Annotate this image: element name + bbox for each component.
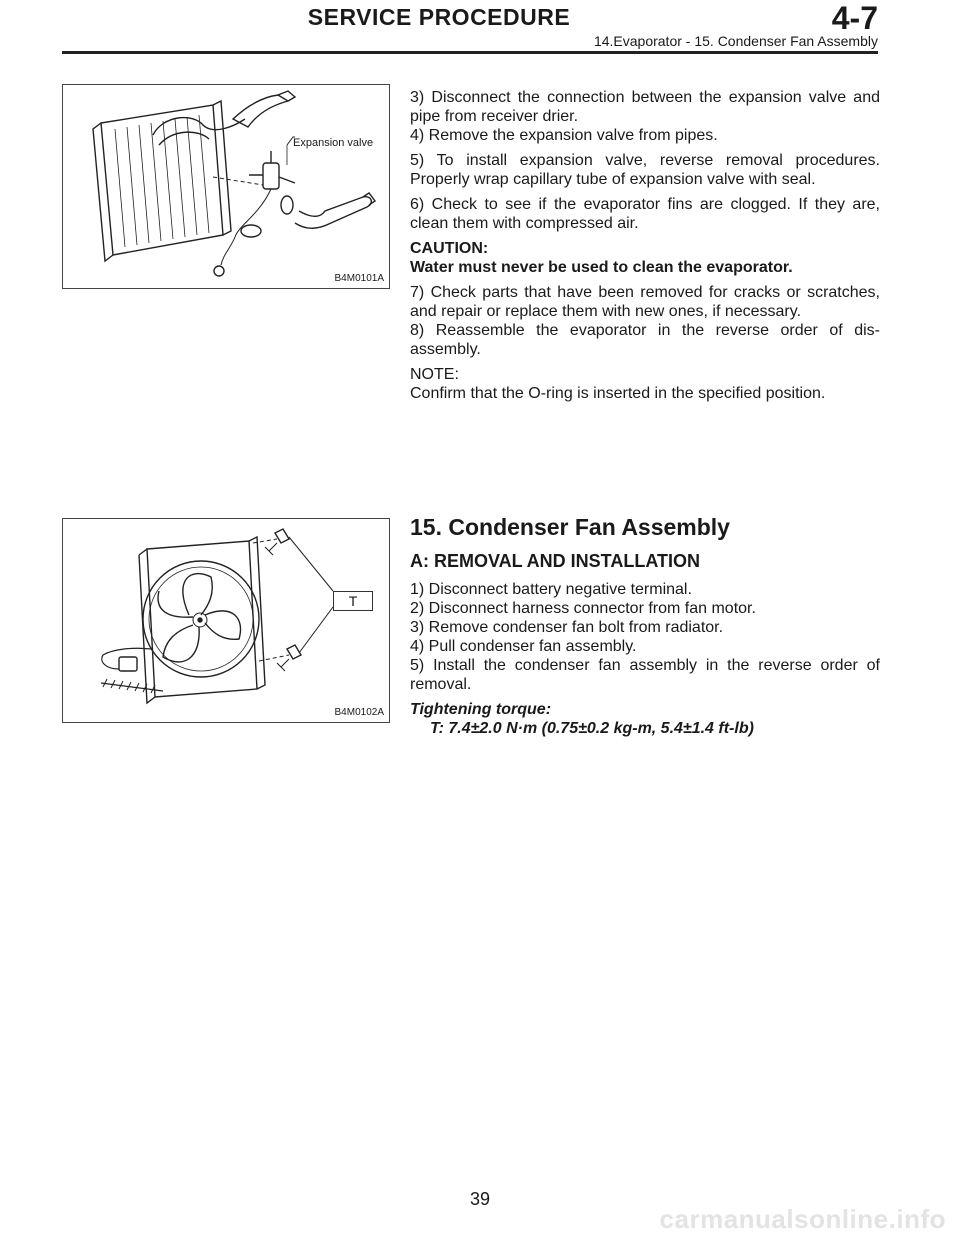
evaporator-illustration xyxy=(63,85,389,288)
header-subtitle: 14.Evaporator - 15. Condenser Fan Assembly xyxy=(593,33,878,49)
step-4: 4) Remove the expansion valve from pipes. xyxy=(410,127,718,144)
figure-evaporator xyxy=(62,84,390,289)
note-text: Confirm that the O-ring is inserted in the specified position. xyxy=(410,385,826,402)
step-8: 8) Reassemble the evaporator in the reverse order of dis-assembly. xyxy=(410,322,880,358)
caution-label: CAUTION: xyxy=(410,240,489,257)
step-4: 4) Pull condenser fan assembly. xyxy=(410,638,637,655)
figure-code: B4M0102A xyxy=(334,707,384,718)
expansion-valve-callout: Expansion valve xyxy=(293,137,374,149)
figure-condenser-fan xyxy=(62,518,390,723)
torque-value: T: 7.4±2.0 N·m (0.75±0.2 kg-m, 5.4±1.4 ft-lb) xyxy=(430,720,754,737)
header-title: SERVICE PROCEDURE xyxy=(307,4,571,30)
section-subtitle: A: REMOVAL AND INSTALLATION xyxy=(410,551,700,571)
caution-text: Water must never be used to clean the evaporator. xyxy=(410,259,793,276)
step-5: 5) To install expansion valve, reverse removal procedures. Properly wrap capillary tube of expansion valve with seal. xyxy=(410,152,880,188)
step-7: 7) Check parts that have been removed for cracks or scratches, and repair or replace them with new ones, if necessary. xyxy=(410,284,880,320)
torque-label: Tightening torque: xyxy=(410,701,552,718)
step-3: 3) Remove condenser fan bolt from radiator. xyxy=(410,619,724,636)
watermark: carmanualsonline.info xyxy=(659,1204,946,1234)
header-rule xyxy=(62,51,878,54)
step-2: 2) Disconnect harness connector from fan motor. xyxy=(410,600,756,617)
step-6: 6) Check to see if the evaporator fins are clogged. If they are, clean them with compressed air. xyxy=(410,196,880,232)
torque-callout-box: T xyxy=(333,591,373,611)
section-number: 4-7 xyxy=(831,0,878,36)
note-label: NOTE: xyxy=(410,366,459,383)
condenser-fan-section xyxy=(410,514,880,744)
evaporator-steps xyxy=(410,88,880,409)
step-1: 1) Disconnect battery negative terminal. xyxy=(410,581,692,598)
figure-code: B4M0101A xyxy=(334,273,384,284)
step-5: 5) Install the condenser fan assembly in the reverse order of removal. xyxy=(410,657,880,693)
condenser-fan-illustration xyxy=(63,519,389,722)
page-number: 39 xyxy=(469,1189,491,1209)
step-3: 3) Disconnect the connection between the expansion valve and pipe from receiver drier. xyxy=(410,89,880,125)
section-title: 15. Condenser Fan Assembly xyxy=(410,514,730,540)
